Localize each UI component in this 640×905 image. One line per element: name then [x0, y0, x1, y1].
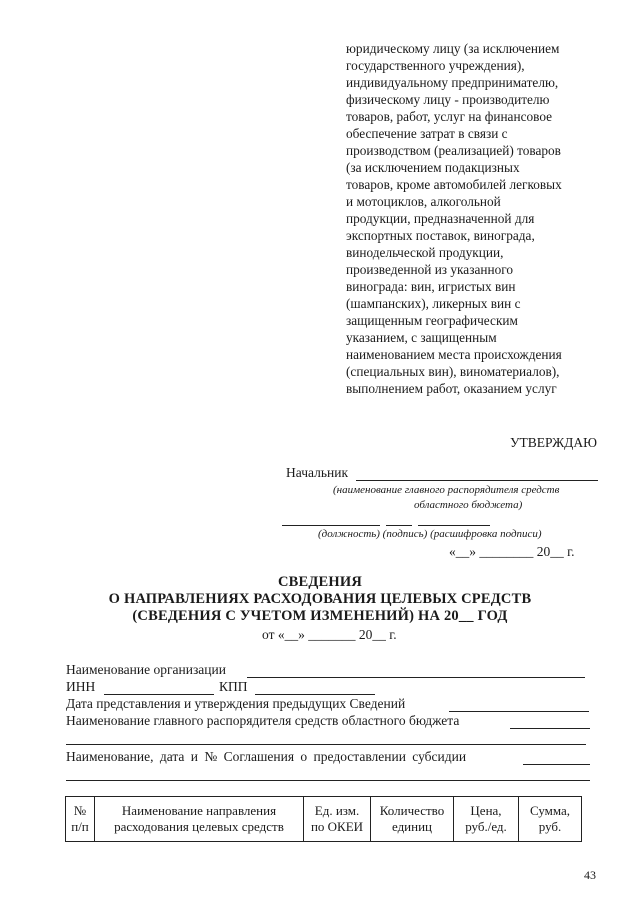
chief-hint-line1: (наименование главного распорядителя средств [333, 484, 560, 496]
col-unit-header [304, 797, 371, 842]
intro-line: защищенным географическим [346, 313, 518, 328]
kpp-label: КПП [219, 679, 248, 694]
intro-line: указанием, с защищенным [346, 330, 497, 345]
inn-field[interactable] [104, 694, 214, 695]
table-header-row [66, 797, 582, 842]
doc-date[interactable]: от «__» _______ 20__ г. [262, 627, 397, 642]
inn-label: ИНН [66, 679, 96, 694]
main-manager-field[interactable] [510, 728, 590, 729]
signature-decode-field[interactable] [418, 525, 490, 526]
agreement-field[interactable] [523, 764, 590, 765]
intro-line: товаров, работ, услуг на финансовое [346, 109, 553, 124]
approval-heading: УТВЕРЖДАЮ [510, 435, 598, 450]
doc-title-line2: О НАПРАВЛЕНИЯХ РАСХОДОВАНИЯ ЦЕЛЕВЫХ СРЕДСТВ [108, 591, 532, 607]
page-number: 43 [584, 868, 596, 882]
header-line: Цена, [470, 803, 502, 818]
header-line: Сумма, [529, 803, 571, 818]
col-direction-header [95, 797, 304, 842]
header-line: Наименование направления [121, 803, 277, 818]
position-field[interactable] [282, 525, 380, 526]
org-name-field[interactable] [247, 677, 585, 678]
intro-line: физическому лицу - производителю [346, 92, 550, 107]
intro-line: индивидуальному предпринимателю, [346, 75, 559, 90]
header-line: руб. [538, 819, 562, 834]
intro-line: винодельческой продукции, [346, 245, 504, 260]
header-line: Ед. изм. [314, 803, 360, 818]
main-manager-label: Наименование главного распорядителя средств областного бюджета [66, 713, 460, 728]
header-line: по ОКЕИ [310, 819, 364, 834]
intro-line: государственного учреждения), [346, 58, 525, 73]
submission-date-label: Дата представления и утверждения предыдущих Сведений [66, 696, 406, 711]
header-line: Количество [379, 803, 445, 818]
intro-line: юридическому лицу (за исключением [346, 41, 560, 56]
intro-line: выполнением работ, оказанием услуг [346, 381, 557, 396]
signature-field[interactable] [386, 525, 412, 526]
col-sum-header [519, 797, 582, 842]
chief-name-field[interactable] [356, 480, 598, 481]
intro-line: (за исключением подакцизных [346, 160, 520, 175]
intro-line: наименованием места происхождения [346, 347, 562, 362]
org-name-label: Наименование организации [66, 662, 226, 677]
header-line: п/п [71, 819, 89, 834]
signature-hints: (должность) (подпись) (расшифровка подписи) [318, 528, 542, 540]
intro-line: винограда: вин, игристых вин [346, 279, 516, 294]
approval-date[interactable]: «__» ________ 20__ г. [449, 544, 575, 559]
chief-label: Начальник [286, 465, 349, 480]
intro-line: произведенной из указанного [346, 262, 514, 277]
kpp-field[interactable] [255, 694, 375, 695]
submission-date-field[interactable] [449, 711, 589, 712]
intro-line: товаров, кроме автомобилей легковых [346, 177, 562, 192]
intro-line: экспортных поставок, винограда, [346, 228, 535, 243]
intro-line: (специальных вин), виноматериалов), [346, 364, 560, 379]
main-manager-field-line2[interactable] [66, 744, 586, 745]
header-line: расходования целевых средств [114, 819, 284, 834]
intro-line: обеспечение затрат в связи с [346, 126, 508, 141]
chief-hint-line2: областного бюджета) [414, 499, 523, 511]
agreement-field-line2[interactable] [66, 780, 590, 781]
header-line: № [73, 803, 87, 818]
header-line: руб./ед. [465, 819, 507, 834]
header-line: единиц [391, 819, 433, 834]
col-quantity-header [371, 797, 454, 842]
col-number-header [66, 797, 95, 842]
doc-title-line3: (СВЕДЕНИЯ С УЧЕТОМ ИЗМЕНЕНИЙ) НА 20__ ГОД [132, 608, 508, 624]
intro-line: продукции, предназначенной для [346, 211, 535, 226]
intro-line: и мотоциклов, алкогольной [346, 194, 501, 209]
col-price-header [454, 797, 519, 842]
expense-table [65, 796, 582, 842]
doc-title: СВЕДЕНИЯ [277, 574, 363, 590]
intro-line: (шампанских), ликерных вин с [346, 296, 521, 311]
agreement-label: Наименование, дата и № Соглашения о предоставлении субсидии [66, 749, 467, 764]
intro-line: производством (реализацией) товаров [346, 143, 561, 158]
